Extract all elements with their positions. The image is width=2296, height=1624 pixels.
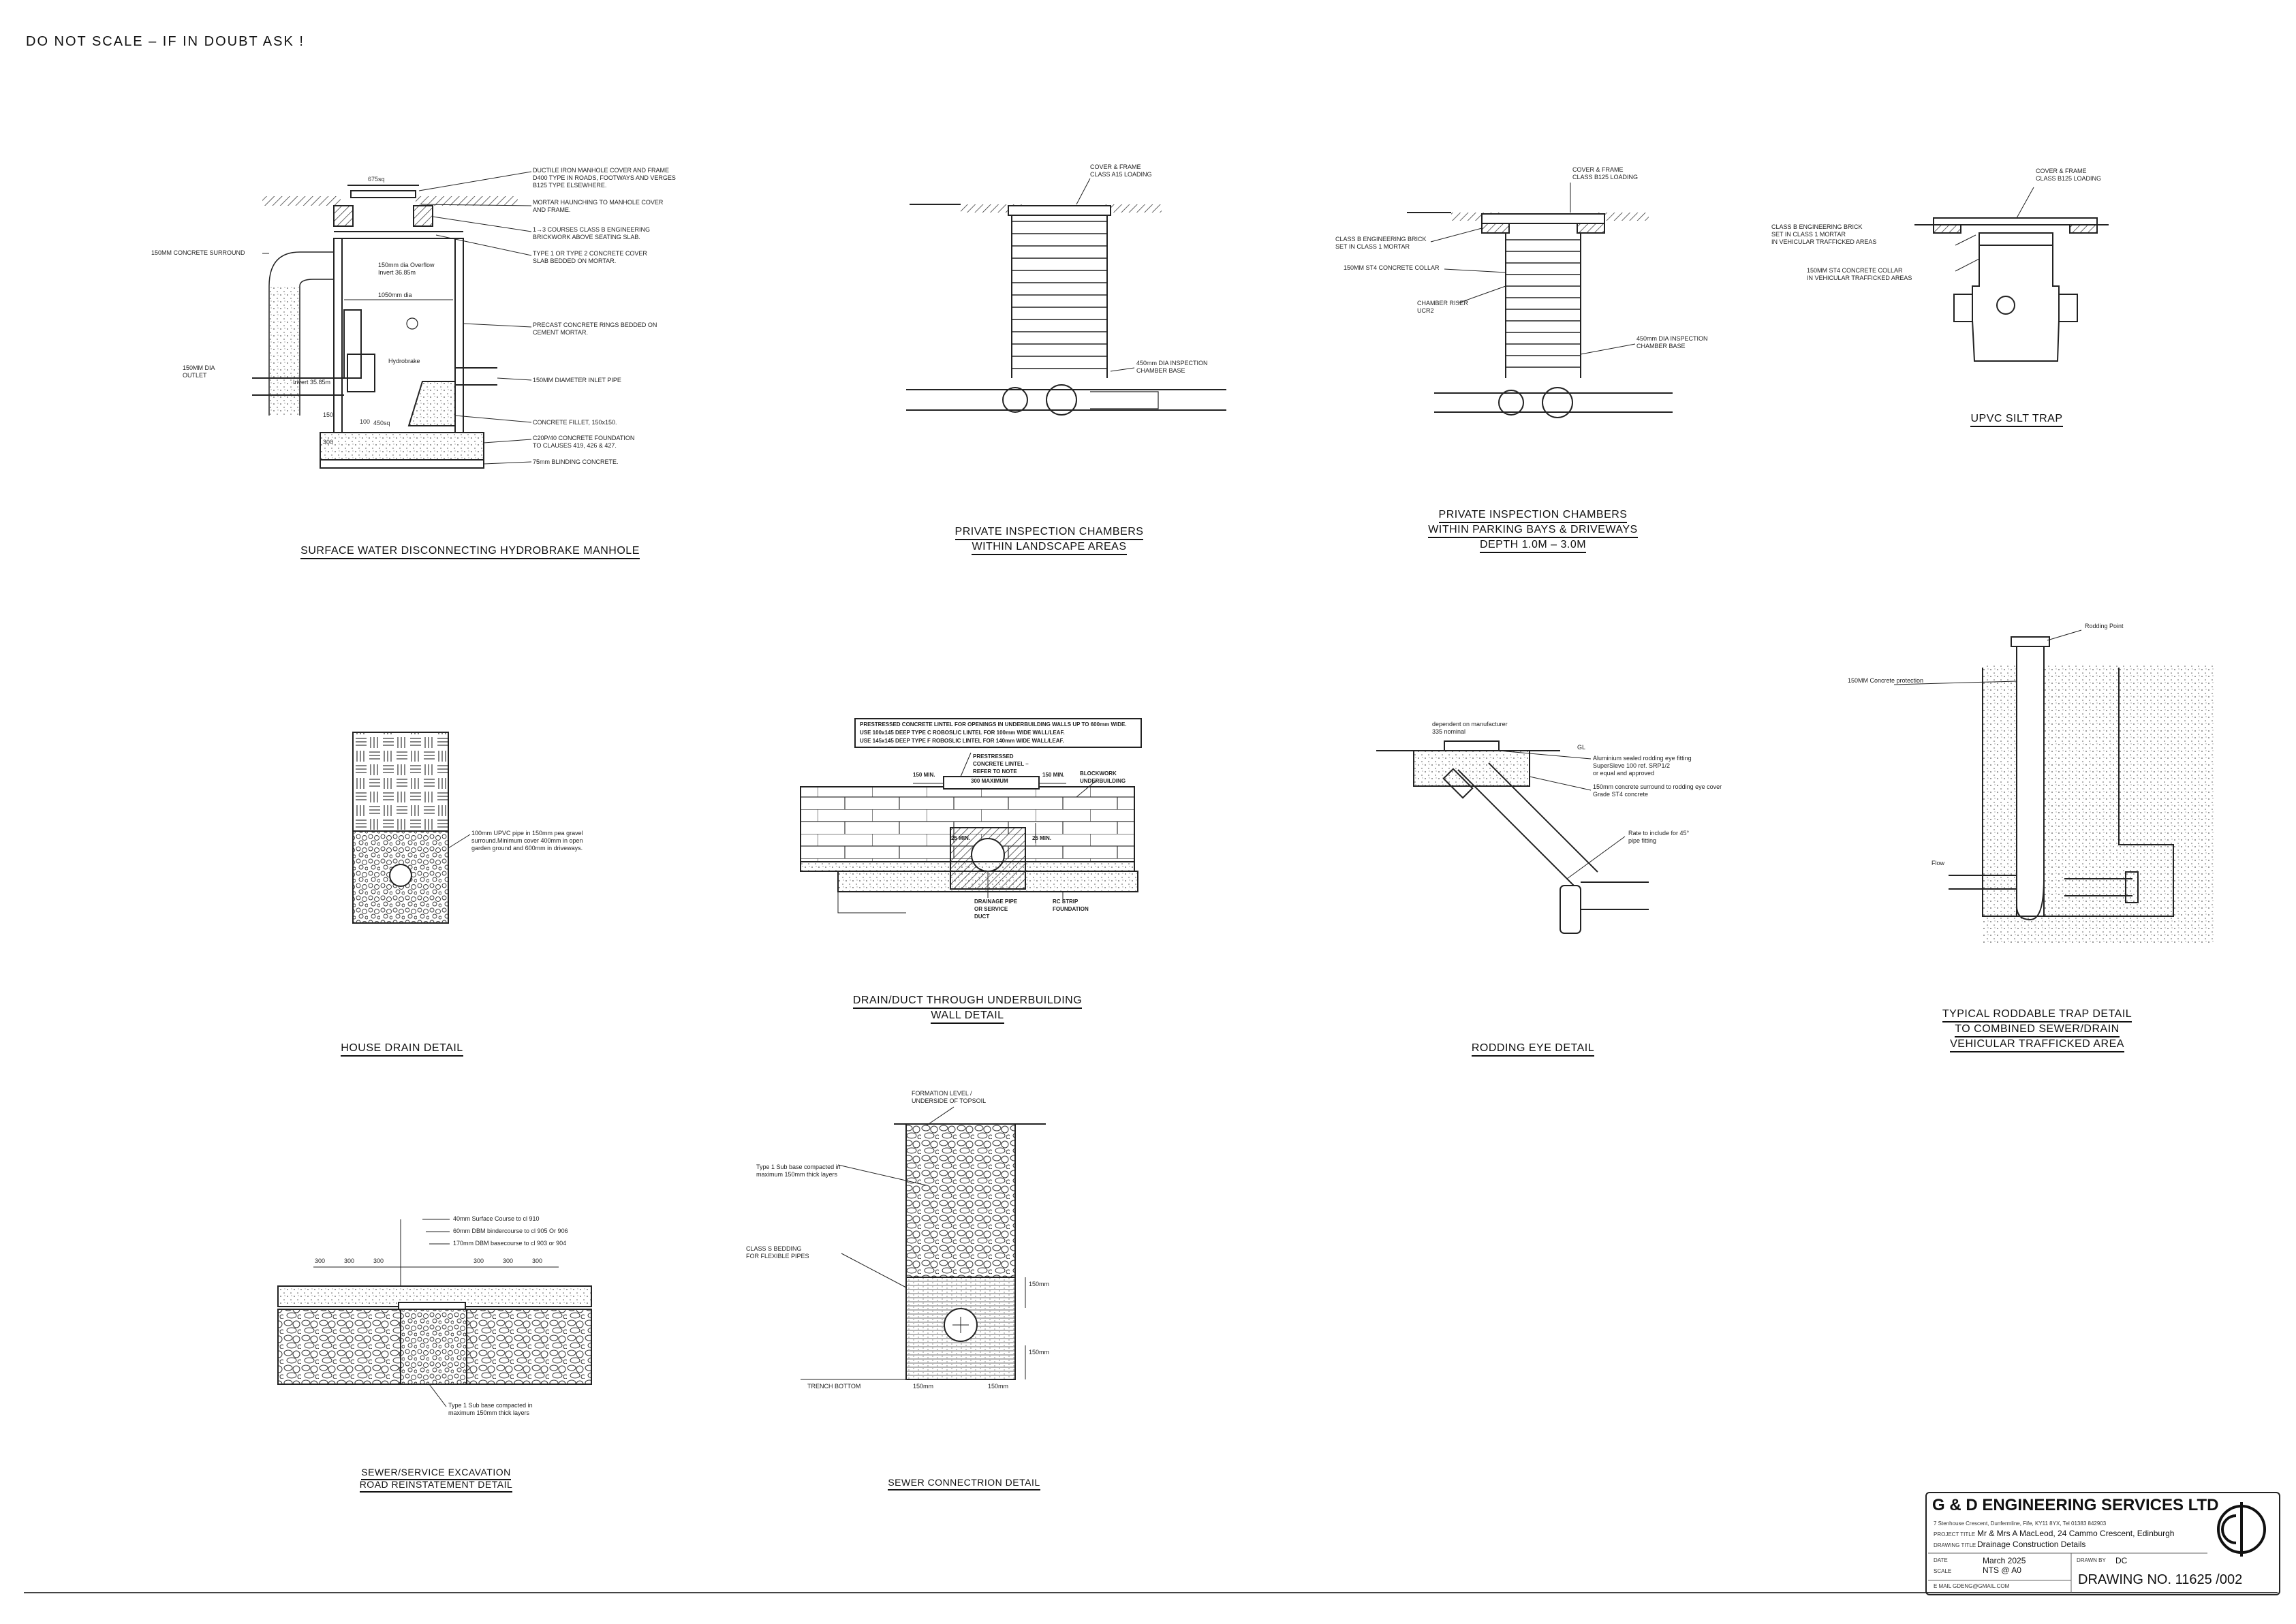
- sewer-trench-label: TRENCH BOTTOM: [807, 1383, 861, 1390]
- landscape-cover-label: COVER & FRAME CLASS A15 LOADING: [1090, 163, 1152, 178]
- sewer-dim-bottom: 150mm: [1029, 1349, 1050, 1356]
- reinstate-base-label: 170mm DBM basecourse to cl 903 or 904: [453, 1240, 567, 1247]
- reinstate-surface-label: 40mm Surface Course to cl 910: [453, 1215, 540, 1222]
- manhole-dim-top: 675sq: [368, 176, 385, 183]
- rodding-rate-label: Rate to include for 45° pipe fitting: [1628, 830, 1690, 844]
- reinstate-dim-5: 300: [503, 1258, 514, 1264]
- rodding-gl-label: GL: [1577, 744, 1586, 751]
- silt-brick-label: CLASS B ENGINEERING BRICK SET IN CLASS 1 MORTAR IN VEHICULAR TRAFFICKED AREAS: [1771, 223, 1877, 245]
- sewer-dim-top: 150mm: [1029, 1281, 1050, 1287]
- underbuilding-min-left: 150 MIN.: [913, 772, 935, 778]
- manhole-haunching-label: MORTAR HAUNCHING TO MANHOLE COVER AND FRAME.: [533, 199, 664, 213]
- reinstate-title: SEWER/SERVICE EXCAVATION ROAD REINSTATEMENT DETAIL: [320, 1466, 552, 1490]
- parking-collar-label: 150MM ST4 CONCRETE COLLAR: [1344, 264, 1440, 271]
- trap-protection-label: 150MM Concrete protection: [1848, 677, 1924, 684]
- email-value: GDENG@GMAIL.COM: [1953, 1583, 2010, 1589]
- rodding-title: RODDING EYE DETAIL: [1444, 1041, 1622, 1056]
- manhole-fillet-label: CONCRETE FILLET, 150x150.: [533, 419, 617, 426]
- house-drain-detail: [353, 732, 470, 923]
- landscape-title: PRIVATE INSPECTION CHAMBERS WITHIN LANDSCAPE AREAS: [927, 525, 1172, 555]
- landscape-chamber-detail: [906, 178, 1226, 415]
- underbuilding-gap-left: 25 MIN.: [951, 835, 971, 841]
- project-title: Mr & Mrs A MacLeod, 24 Cammo Crescent, Edinburgh: [1977, 1529, 2175, 1538]
- underbuilding-drainage: DRAINAGE PIPE OR SERVICE DUCT: [974, 899, 1018, 920]
- manhole-outlet-invert: Invert 35.85m: [293, 379, 331, 386]
- scale-label: SCALE: [1934, 1568, 1952, 1574]
- manhole-blinding-label: 75mm BLINDING CONCRETE.: [533, 458, 619, 465]
- email-label: E MAIL: [1934, 1583, 1952, 1589]
- underbuilding-lintel-label: PRESTRESSED CONCRETE LINTEL – REFER TO NOTE: [973, 753, 1029, 775]
- manhole-overflow-label: 150mm dia Overflow Invert 36.85m: [378, 262, 435, 276]
- manhole-dim-300: 300: [323, 439, 334, 446]
- reinstate-subbase-label: Type 1 Sub base compacted in maximum 150mm thick layers: [448, 1402, 533, 1416]
- manhole-dim-450: 450sq: [373, 420, 390, 426]
- silt-title: UPVC SILT TRAP: [1935, 411, 2098, 426]
- company-name: G & D ENGINEERING SERVICES LTD: [1932, 1496, 2219, 1514]
- trap-rodding-point: Rodding Point: [2085, 623, 2124, 629]
- trap-flow-label: Flow: [1932, 860, 1945, 866]
- parking-brick-label: CLASS B ENGINEERING BRICK SET IN CLASS 1 MORTAR: [1335, 236, 1427, 250]
- manhole-foundation-label: C20P/40 CONCRETE FOUNDATION TO CLAUSES 419, 426 & 427.: [533, 435, 635, 449]
- manhole-dim-150: 150: [323, 411, 334, 418]
- manhole-ring-dim: 1050mm dia: [378, 292, 412, 298]
- underbuilding-max: 300 MAXIMUM: [971, 778, 1008, 784]
- underbuilding-lintel-box: PRESTRESSED CONCRETE LINTEL FOR OPENINGS IN UNDERBUILDING WALLS UP TO 600mm WIDE. USE 100x145 DEEP TYPE C ROBOSLIC LINTEL FOR 100mm WIDE WALL/LEAF. USE 145x145 DEEP TYPE F ROBOSLIC LINTEL FOR 140mm WIDE WALL/LEAF.: [860, 721, 1127, 744]
- silt-collar-label: 150MM ST4 CONCRETE COLLAR IN VEHICULAR TRAFFICKED AREAS: [1807, 267, 1912, 281]
- rodding-surround-label: 150mm concrete surround to rodding eye cover Grade ST4 concrete: [1593, 783, 1722, 798]
- sewer-dim-right: 150mm: [988, 1383, 1009, 1390]
- reinstatement-detail: [278, 1219, 591, 1407]
- manhole-brick-label: 1→3 COURSES CLASS B ENGINEERING BRICKWORK ABOVE SEATING SLAB.: [533, 226, 651, 240]
- parking-title: PRIVATE INSPECTION CHAMBERS WITHIN PARKING BAYS & DRIVEWAYS DEPTH 1.0M – 3.0M: [1403, 507, 1662, 552]
- manhole-rings-label: PRECAST CONCRETE RINGS BEDDED ON CEMENT MORTAR.: [533, 322, 657, 336]
- reinstate-dim-1: 300: [315, 1258, 326, 1264]
- underbuilding-strip: RC STRIP FOUNDATION: [1053, 899, 1089, 912]
- manhole-dim-100: 100: [360, 418, 371, 425]
- sewer-connection-detail: [801, 1107, 1046, 1379]
- drawing-number: DRAWING NO. 11625 /002: [2078, 1572, 2243, 1587]
- reinstate-dim-2: 300: [344, 1258, 355, 1264]
- underbuilding-min-right: 150 MIN.: [1042, 772, 1065, 778]
- reinstate-dim-4: 300: [474, 1258, 484, 1264]
- manhole-outlet-label: 150MM DIA OUTLET: [183, 364, 215, 379]
- underbuilding-blockwork: BLOCKWORK UNDERBUILDING: [1080, 770, 1126, 784]
- roddable-trap-detail: [1894, 630, 2214, 943]
- project-label: PROJECT TITLE: [1934, 1531, 1976, 1537]
- manhole-title: SURFACE WATER DISCONNECTING HYDROBRAKE MANHOLE: [293, 544, 647, 559]
- trap-title: TYPICAL RODDABLE TRAP DETAIL TO COMBINED SEWER/DRAIN VEHICULAR TRAFFICKED AREA: [1901, 1007, 2173, 1052]
- company-address: 7 Stenhouse Crescent, Dunfermline, Fife, KY11 8YX, Tel 01383 842903: [1934, 1520, 2107, 1527]
- parking-base-label: 450mm DIA INSPECTION CHAMBER BASE: [1636, 335, 1708, 349]
- sewer-title: SEWER CONNECTRION DETAIL: [865, 1475, 1063, 1490]
- manhole-cover-label: DUCTILE IRON MANHOLE COVER AND FRAME D400 TYPE IN ROADS, FOOTWAYS AND VERGES B125 TYPE ELSEWHERE.: [533, 167, 676, 189]
- parking-cover-label: COVER & FRAME CLASS B125 LOADING: [1572, 166, 1639, 181]
- sewer-dim-left: 150mm: [913, 1383, 934, 1390]
- manhole-slab-label: TYPE 1 OR TYPE 2 CONCRETE COVER SLAB BEDDED ON MORTAR.: [533, 250, 647, 264]
- landscape-base-label: 450mm DIA INSPECTION CHAMBER BASE: [1136, 360, 1208, 374]
- underbuilding-title: DRAIN/DUCT THROUGH UNDERBUILDING WALL DETAIL: [831, 993, 1104, 1023]
- house-drain-pipe-label: 100mm UPVC pipe in 150mm pea gravel surround.Minimum cover 400mm in open garden ground and 600mm in driveways.: [471, 830, 583, 852]
- sewer-bedding-label: CLASS S BEDDING FOR FLEXIBLE PIPES: [746, 1245, 809, 1260]
- do-not-scale-note: DO NOT SCALE – IF IN DOUBT ASK !: [26, 34, 305, 49]
- manhole-detail: [252, 172, 531, 468]
- silt-cover-label: COVER & FRAME CLASS B125 LOADING: [2036, 168, 2102, 182]
- reinstate-binder-label: 60mm DBM bindercourse to cl 905 Or 906: [453, 1228, 568, 1234]
- date-label: DATE: [1934, 1557, 1948, 1563]
- sewer-formation-label: FORMATION LEVEL / UNDERSIDE OF TOPSOIL: [912, 1090, 987, 1104]
- drawn-by-value: DC: [2115, 1556, 2128, 1565]
- underbuilding-detail: [801, 719, 1141, 913]
- manhole-surround-label: 150MM CONCRETE SURROUND: [151, 249, 245, 256]
- sewer-subbase-label: Type 1 Sub base compacted in maximum 150mm thick layers: [756, 1164, 841, 1178]
- manhole-hydrobrake-label: Hydrobrake: [388, 358, 420, 364]
- drawn-by-label: DRAWN BY: [2077, 1557, 2106, 1563]
- house-drain-title: HOUSE DRAIN DETAIL: [320, 1041, 484, 1056]
- rodding-manufacturer-label: dependent on manufacturer 335 nominal: [1432, 721, 1508, 735]
- silt-trap-detail: [1914, 187, 2109, 361]
- manhole-inlet-label: 150MM DIAMETER INLET PIPE: [533, 377, 621, 384]
- reinstate-dim-3: 300: [373, 1258, 384, 1264]
- date-value: March 2025: [1983, 1556, 2026, 1565]
- rodding-fitting-label: Aluminium sealed rodding eye fitting SuperSleve 100 ref. SRP1/2 or equal and approved: [1593, 755, 1692, 777]
- reinstate-dim-6: 300: [532, 1258, 543, 1264]
- parking-riser-label: CHAMBER RISER UCR2: [1417, 300, 1469, 314]
- drawing-title-label: DRAWING TITLE: [1934, 1542, 1976, 1548]
- underbuilding-gap-right: 25 MIN.: [1032, 835, 1052, 841]
- drawing-title: Drainage Construction Details: [1977, 1540, 2086, 1549]
- scale-value: NTS @ A0: [1983, 1565, 2021, 1575]
